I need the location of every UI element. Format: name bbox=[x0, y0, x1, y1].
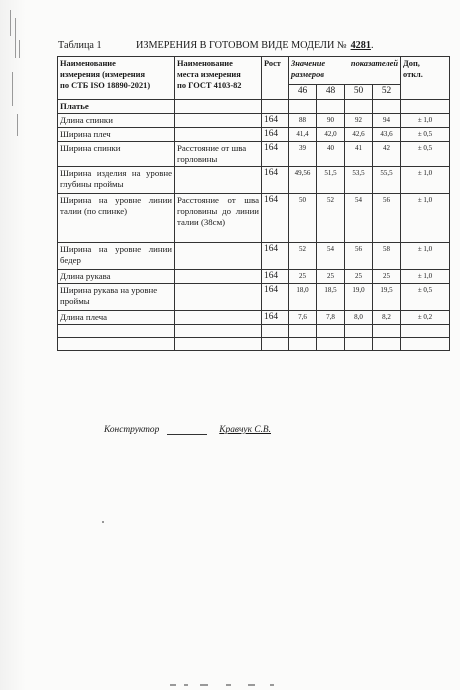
signature-role: Конструктор bbox=[104, 425, 160, 435]
table-row bbox=[58, 311, 450, 325]
header-name-line: Наименование bbox=[60, 59, 116, 68]
empty-cell bbox=[317, 325, 345, 338]
row-value: 41,4 bbox=[289, 128, 317, 142]
scan-specks bbox=[6, 10, 24, 160]
empty-cell bbox=[58, 325, 175, 338]
row-value: 49,56 bbox=[289, 167, 317, 194]
header-place-line: Наименование bbox=[177, 59, 233, 68]
row-value: 25 bbox=[289, 270, 317, 284]
empty-cell bbox=[345, 325, 373, 338]
empty-cell bbox=[262, 325, 289, 338]
title-period: . bbox=[370, 40, 374, 51]
model-number: 4281 bbox=[350, 40, 371, 51]
row-value: 90 bbox=[317, 114, 345, 128]
row-rost: 164 bbox=[262, 270, 289, 284]
header-values-line-2: размеров bbox=[291, 70, 325, 79]
header-name-line-2 bbox=[60, 69, 172, 80]
row-value: 25 bbox=[317, 270, 345, 284]
row-value: 54 bbox=[317, 243, 345, 270]
row-value: 43,6 bbox=[373, 128, 401, 142]
measurements-table bbox=[57, 56, 450, 351]
header-tolerance bbox=[401, 57, 450, 100]
row-value: 39 bbox=[289, 142, 317, 167]
header-values bbox=[289, 57, 401, 85]
row-value: 58 bbox=[373, 243, 401, 270]
row-value: 25 bbox=[373, 270, 401, 284]
row-value: 7,8 bbox=[317, 311, 345, 325]
row-rost: 164 bbox=[262, 311, 289, 325]
section-title: Платье bbox=[58, 100, 175, 114]
signature-name: Кравчук С.В. bbox=[219, 425, 271, 435]
empty-cell bbox=[262, 338, 289, 351]
empty-cell bbox=[175, 100, 262, 114]
header-rost: Рост bbox=[262, 57, 289, 100]
row-rost: 164 bbox=[262, 243, 289, 270]
row-place: Расстояние от шва горловины bbox=[175, 142, 262, 167]
row-value: 8,0 bbox=[345, 311, 373, 325]
row-value: 56 bbox=[345, 243, 373, 270]
row-name: Ширина плеч bbox=[58, 128, 175, 142]
header-row bbox=[58, 57, 450, 85]
header-place-line-3: по ГОСТ 4103-82 bbox=[177, 81, 242, 90]
table-row bbox=[58, 167, 450, 194]
scan-dot bbox=[102, 521, 104, 523]
row-value: 19,5 bbox=[373, 284, 401, 311]
row-rost: 164 bbox=[262, 284, 289, 311]
table-row bbox=[58, 128, 450, 142]
empty-cell bbox=[345, 100, 373, 114]
row-rost: 164 bbox=[262, 128, 289, 142]
signature-line bbox=[104, 425, 271, 435]
empty-row bbox=[58, 325, 450, 338]
empty-cell bbox=[317, 338, 345, 351]
table-row bbox=[58, 270, 450, 284]
table-row bbox=[58, 243, 450, 270]
row-name: Длина плеча bbox=[58, 311, 175, 325]
row-value: 53,5 bbox=[345, 167, 373, 194]
empty-cell bbox=[289, 325, 317, 338]
row-tolerance: ± 0,2 bbox=[401, 311, 450, 325]
row-value: 19,0 bbox=[345, 284, 373, 311]
row-rost: 164 bbox=[262, 114, 289, 128]
empty-cell bbox=[289, 100, 317, 114]
table-row bbox=[58, 114, 450, 128]
empty-cell bbox=[345, 338, 373, 351]
row-place bbox=[175, 270, 262, 284]
empty-cell bbox=[373, 325, 401, 338]
row-value: 40 bbox=[317, 142, 345, 167]
row-value: 50 bbox=[289, 194, 317, 243]
row-value: 42,0 bbox=[317, 128, 345, 142]
row-name: Ширина спинки bbox=[58, 142, 175, 167]
empty-cell bbox=[175, 325, 262, 338]
row-value: 41 bbox=[345, 142, 373, 167]
row-value: 51,5 bbox=[317, 167, 345, 194]
header-name-line-3: по СТБ ISO 18890-2021) bbox=[60, 81, 151, 90]
row-tolerance: ± 1,0 bbox=[401, 270, 450, 284]
section-row bbox=[58, 100, 450, 114]
size-52: 52 bbox=[373, 84, 401, 99]
header-place-line-2: места измерения bbox=[177, 70, 241, 79]
row-value: 42,6 bbox=[345, 128, 373, 142]
table-label: Таблица 1 bbox=[58, 40, 102, 51]
row-rost: 164 bbox=[262, 142, 289, 167]
row-value: 94 bbox=[373, 114, 401, 128]
row-value: 88 bbox=[289, 114, 317, 128]
row-name: Длина спинки bbox=[58, 114, 175, 128]
header-tol-line-2: откл. bbox=[403, 70, 423, 79]
size-48: 48 bbox=[317, 84, 345, 99]
empty-cell bbox=[401, 100, 450, 114]
row-value: 92 bbox=[345, 114, 373, 128]
row-place bbox=[175, 167, 262, 194]
row-place bbox=[175, 128, 262, 142]
table-heading bbox=[136, 40, 374, 51]
empty-cell bbox=[317, 100, 345, 114]
empty-cell bbox=[373, 338, 401, 351]
row-value: 8,2 bbox=[373, 311, 401, 325]
row-value: 52 bbox=[289, 243, 317, 270]
empty-cell bbox=[289, 338, 317, 351]
row-tolerance: ± 0,5 bbox=[401, 284, 450, 311]
row-value: 54 bbox=[345, 194, 373, 243]
header-name-line-2-text: измерения (измерения bbox=[60, 70, 145, 79]
size-46: 46 bbox=[289, 84, 317, 99]
row-place bbox=[175, 243, 262, 270]
row-tolerance: ± 1,0 bbox=[401, 167, 450, 194]
table-row bbox=[58, 284, 450, 311]
row-value: 42 bbox=[373, 142, 401, 167]
row-name: Ширина рукава на уровне проймы bbox=[58, 284, 175, 311]
row-rost: 164 bbox=[262, 194, 289, 243]
row-place: Расстояние от шва горловины до линии талии (38см) bbox=[175, 194, 262, 243]
row-name: Длина рукава bbox=[58, 270, 175, 284]
table-row bbox=[58, 142, 450, 167]
row-value: 25 bbox=[345, 270, 373, 284]
heading-text: ИЗМЕРЕНИЯ В ГОТОВОМ ВИДЕ МОДЕЛИ № bbox=[136, 40, 347, 51]
row-tolerance: ± 0,5 bbox=[401, 142, 450, 167]
empty-cell bbox=[401, 338, 450, 351]
header-values-line: Значение показателей bbox=[291, 59, 399, 68]
empty-cell bbox=[175, 338, 262, 351]
row-tolerance: ± 1,0 bbox=[401, 114, 450, 128]
row-rost: 164 bbox=[262, 167, 289, 194]
row-place bbox=[175, 311, 262, 325]
empty-cell bbox=[373, 100, 401, 114]
row-tolerance: ± 0,5 bbox=[401, 128, 450, 142]
table-row bbox=[58, 194, 450, 243]
header-tol-line: Доп, bbox=[403, 59, 420, 68]
row-tolerance: ± 1,0 bbox=[401, 194, 450, 243]
size-50: 50 bbox=[345, 84, 373, 99]
row-value: 56 bbox=[373, 194, 401, 243]
empty-cell bbox=[58, 338, 175, 351]
scan-specks-bottom bbox=[170, 684, 290, 688]
row-name: Ширина изделия на уровне глубины проймы bbox=[58, 167, 175, 194]
empty-cell bbox=[401, 325, 450, 338]
row-place bbox=[175, 284, 262, 311]
header-name bbox=[58, 57, 175, 100]
signature-blank bbox=[167, 434, 207, 435]
row-value: 18,0 bbox=[289, 284, 317, 311]
row-value: 18,5 bbox=[317, 284, 345, 311]
row-value: 55,5 bbox=[373, 167, 401, 194]
empty-row bbox=[58, 338, 450, 351]
row-place bbox=[175, 114, 262, 128]
row-tolerance: ± 1,0 bbox=[401, 243, 450, 270]
header-place bbox=[175, 57, 262, 100]
row-value: 7,6 bbox=[289, 311, 317, 325]
empty-cell bbox=[262, 100, 289, 114]
row-name: Ширина на уровне линии талии (по спинке) bbox=[58, 194, 175, 243]
row-value: 52 bbox=[317, 194, 345, 243]
row-name: Ширина на уровне линии бедер bbox=[58, 243, 175, 270]
